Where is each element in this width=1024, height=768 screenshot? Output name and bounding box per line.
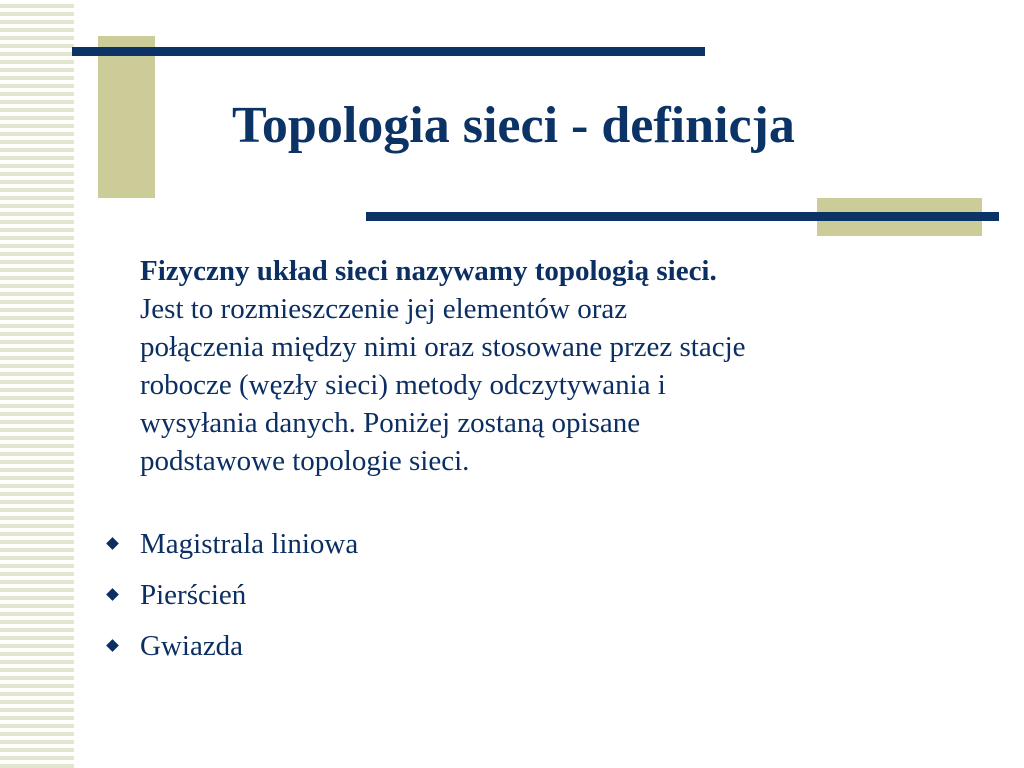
striped-margin-decoration	[0, 0, 74, 768]
list-item	[104, 627, 964, 665]
diamond-bullet-icon	[106, 639, 119, 652]
title-rule-top	[72, 47, 705, 56]
slide-title: Topologia sieci - definicja	[232, 97, 795, 154]
list-item-label: Pierścień	[140, 579, 247, 611]
definition-paragraph	[140, 252, 980, 480]
topology-list	[104, 525, 964, 678]
diamond-bullet-icon	[106, 588, 119, 601]
definition-line: podstawowe topologie sieci.	[140, 445, 470, 477]
list-item-label: Gwiazda	[140, 630, 244, 662]
title-rule-bottom	[366, 212, 999, 221]
accent-block-top	[98, 36, 155, 198]
list-item	[104, 525, 964, 563]
diamond-bullet-icon	[106, 537, 119, 550]
definition-line: robocze (węzły sieci) metody odczytywania i	[140, 369, 666, 401]
definition-line: wysyłania danych. Poniżej zostaną opisane	[140, 407, 641, 439]
definition-lead: Fizyczny układ sieci nazywamy topologią sieci.	[140, 255, 717, 287]
definition-line: połączenia między nimi oraz stosowane przez stacje	[140, 331, 746, 363]
list-item-label: Magistrala liniowa	[140, 528, 359, 560]
definition-line: Jest to rozmieszczenie jej elementów oraz	[140, 293, 628, 325]
list-item	[104, 576, 964, 614]
